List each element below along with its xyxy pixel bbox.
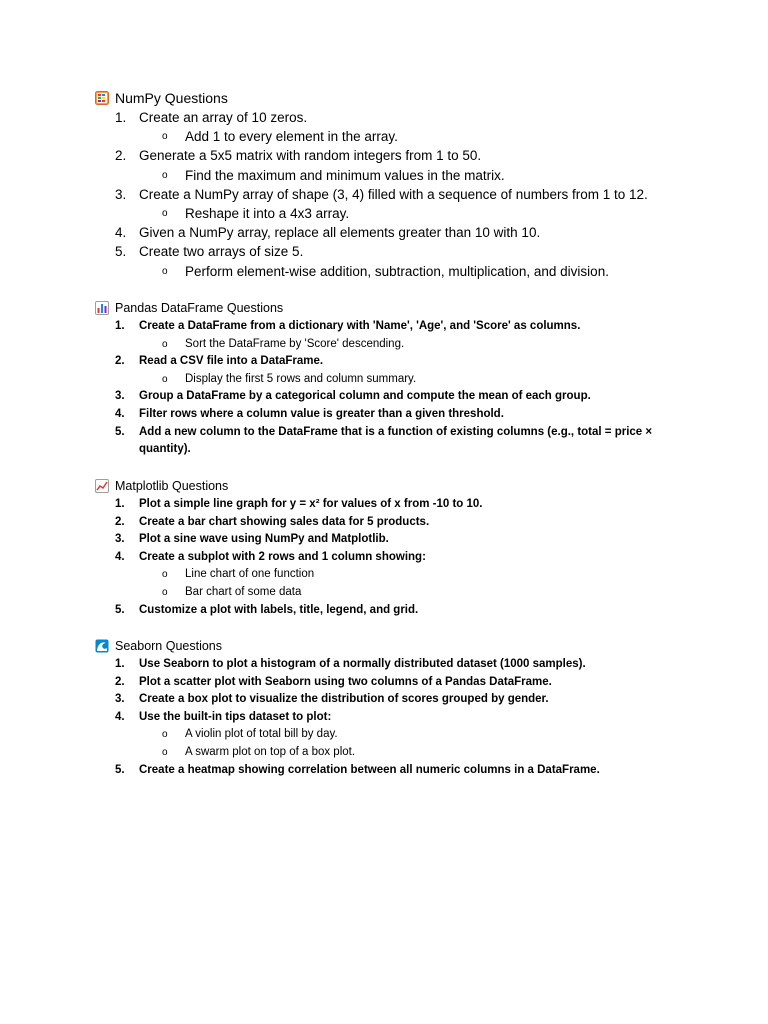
- sub-question-text: Perform element-wise addition, subtraction, multiplication, and division.: [185, 263, 609, 279]
- question-number: 1.: [115, 320, 125, 332]
- seaborn-section: [95, 636, 695, 779]
- question-text: Plot a sine wave using NumPy and Matplotlib.: [139, 533, 389, 546]
- question-item: [95, 496, 695, 514]
- question-text: Add a new column to the DataFrame that is a function of existing columns (e.g., total = price × quantity).: [139, 425, 653, 456]
- question-item: [95, 674, 695, 692]
- section-title: Matplotlib Questions: [115, 479, 229, 493]
- question-item: [95, 406, 695, 424]
- question-item: [95, 531, 695, 549]
- question-list: [95, 656, 695, 779]
- question-number: 3.: [115, 186, 127, 202]
- sub-question-text: A swarm plot on top of a box plot.: [185, 745, 356, 758]
- question-item: [95, 223, 695, 242]
- question-text: Group a DataFrame by a categorical column and compute the mean of each group.: [139, 390, 591, 403]
- question-text: Plot a simple line graph for y = x² for values of x from -10 to 10.: [139, 498, 483, 510]
- question-text: Plot a scatter plot with Seaborn using two columns of a Pandas DataFrame.: [139, 675, 552, 688]
- question-text: Create a bar chart showing sales data for 5 products.: [139, 515, 430, 528]
- question-item: [95, 514, 695, 532]
- section-heading: [95, 636, 695, 656]
- question-number: 5.: [115, 425, 125, 438]
- sub-question-item: [95, 726, 695, 744]
- question-text: Use Seaborn to plot a histogram of a normally distributed dataset (1000 samples).: [139, 658, 586, 670]
- question-number: 3.: [115, 693, 125, 706]
- question-item: [95, 762, 695, 780]
- question-item: [95, 388, 695, 406]
- question-number: 2.: [115, 675, 125, 688]
- question-number: 3.: [115, 390, 125, 403]
- bar-chart-icon: [95, 301, 109, 315]
- question-number: 1.: [115, 110, 127, 125]
- question-item: [95, 691, 695, 709]
- abacus-icon: [95, 91, 109, 105]
- sub-question-item: [95, 744, 695, 762]
- question-item: [95, 709, 695, 727]
- question-text: Create a NumPy array of shape (3, 4) filled with a sequence of numbers from 1 to 12.: [139, 186, 648, 202]
- question-text: Create two arrays of size 5.: [139, 244, 304, 260]
- sub-question-text: Bar chart of some data: [185, 585, 302, 598]
- question-list: [95, 318, 695, 459]
- sub-question-item: [95, 204, 695, 223]
- section-heading: [95, 88, 695, 108]
- circle-bullet-icon: o: [162, 338, 168, 350]
- question-text: Given a NumPy array, replace all elements greater than 10 with 10.: [139, 225, 541, 241]
- question-item: [95, 602, 695, 620]
- question-text: Create a DataFrame from a dictionary with 'Name', 'Age', and 'Score' as columns.: [139, 320, 581, 332]
- pandas-section: [95, 298, 695, 459]
- question-number: 5.: [115, 763, 125, 776]
- sub-question-item: [95, 371, 695, 389]
- question-number: 2.: [115, 148, 127, 164]
- section-title: NumPy Questions: [115, 90, 228, 106]
- wave-icon: [95, 639, 109, 653]
- circle-bullet-icon: o: [162, 373, 168, 385]
- question-text: Create an array of 10 zeros.: [139, 110, 308, 125]
- question-list: [95, 496, 695, 619]
- sub-question-text: Reshape it into a 4x3 array.: [185, 206, 350, 222]
- circle-bullet-icon: o: [162, 746, 168, 758]
- circle-bullet-icon: o: [162, 208, 168, 220]
- question-text: Use the built-in tips dataset to plot:: [139, 710, 332, 723]
- question-number: 5.: [115, 244, 127, 260]
- question-number: 4.: [115, 225, 127, 241]
- circle-bullet-icon: o: [162, 586, 168, 598]
- sub-question-item: [95, 166, 695, 185]
- question-text: Create a box plot to visualize the distribution of scores grouped by gender.: [139, 693, 549, 706]
- question-number: 5.: [115, 603, 125, 616]
- question-number: 4.: [115, 407, 125, 420]
- question-number: 2.: [115, 515, 125, 528]
- sub-question-text: Line chart of one function: [185, 568, 315, 581]
- sub-question-item: [95, 262, 695, 281]
- question-number: 1.: [115, 658, 125, 670]
- numpy-section: [95, 88, 695, 281]
- section-heading: [95, 476, 695, 496]
- section-title: Pandas DataFrame Questions: [115, 301, 284, 315]
- section-heading: [95, 298, 695, 318]
- sub-question-item: [95, 584, 695, 602]
- question-number: 1.: [115, 498, 125, 510]
- circle-bullet-icon: o: [162, 729, 168, 741]
- sub-question-text: Sort the DataFrame by 'Score' descending.: [185, 337, 405, 350]
- question-text: Filter rows where a column value is greater than a given threshold.: [139, 407, 504, 420]
- question-text: Read a CSV file into a DataFrame.: [139, 355, 324, 368]
- sub-question-text: A violin plot of total bill by day.: [185, 728, 338, 741]
- circle-bullet-icon: o: [162, 131, 168, 143]
- question-item: [95, 656, 695, 674]
- question-item: [95, 353, 695, 371]
- question-list: [95, 108, 695, 281]
- circle-bullet-icon: o: [162, 569, 168, 581]
- matplotlib-section: [95, 476, 695, 619]
- question-item: [95, 242, 695, 261]
- question-text: Create a subplot with 2 rows and 1 column showing:: [139, 550, 426, 563]
- circle-bullet-icon: o: [162, 265, 168, 277]
- sub-question-item: [95, 336, 695, 354]
- question-item: [95, 108, 695, 127]
- line-chart-icon: [95, 479, 109, 493]
- sub-question-item: [95, 127, 695, 146]
- sub-question-text: Display the first 5 rows and column summary.: [185, 372, 417, 385]
- sub-question-item: [95, 566, 695, 584]
- question-number: 2.: [115, 355, 125, 368]
- circle-bullet-icon: o: [162, 169, 168, 181]
- sub-question-text: Add 1 to every element in the array.: [185, 129, 398, 145]
- question-item: [95, 318, 695, 336]
- sub-question-text: Find the maximum and minimum values in the matrix.: [185, 167, 505, 183]
- question-text: Generate a 5x5 matrix with random integers from 1 to 50.: [139, 148, 482, 164]
- question-number: 3.: [115, 533, 125, 546]
- question-number: 4.: [115, 710, 125, 723]
- section-title: Seaborn Questions: [115, 639, 223, 653]
- question-item: [95, 146, 695, 165]
- question-item: [95, 424, 695, 459]
- question-item: [95, 185, 695, 204]
- question-text: Create a heatmap showing correlation between all numeric columns in a DataFrame.: [139, 763, 600, 776]
- question-text: Customize a plot with labels, title, legend, and grid.: [139, 603, 419, 616]
- question-item: [95, 549, 695, 567]
- question-number: 4.: [115, 550, 125, 563]
